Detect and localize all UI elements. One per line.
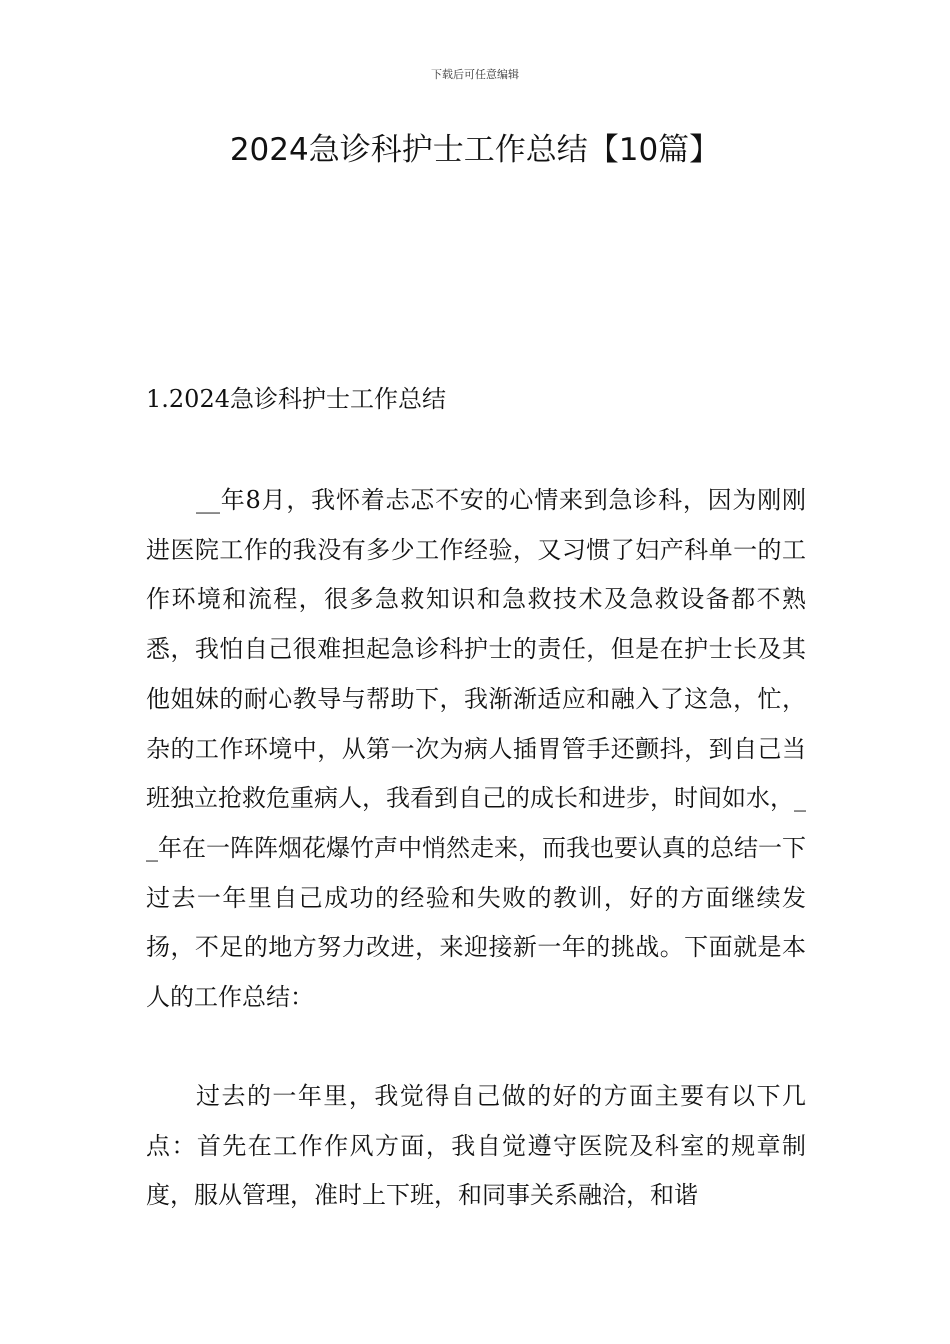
body-paragraph-2: 过去的一年里，我觉得自己做的好的方面主要有以下几点：首先在工作作风方面，我自觉遵守医院及科室的规章制度，服从管理，准时上下班，和同事关系融洽，和谐 [146,1082,806,1210]
page-header-note: 下载后可任意编辑 [431,68,519,81]
body-paragraph-1: __年8月，我怀着忐忑不安的心情来到急诊科，因为刚刚进医院工作的我没有多少工作经验，又习惯了妇产科单一的工作环境和流程，很多急救知识和急救技术及急救设备都不熟悉，我怕自己很难担起急诊科护士的责任，但是在护士长及其他姐妹的耐心教导与帮助下，我渐渐适应和融入了这急，忙，杂的工作环境中，从第一次为病人插胃管手还颤抖，到自己当班独立抢救危重病人，我看到自己的成长和进步，时间如水，__年在一阵阵烟花爆竹声中悄然走来，而我也要认真的总结一下过去一年里自己成功的经验和失败的教训，好的方面继续发扬，不足的地方努力改进，来迎接新一年的挑战。下面就是本人的工作总结： [146,486,806,1012]
document-title: 2024急诊科护士工作总结【10篇】 [229,132,721,168]
section-heading: 1.2024急诊科护士工作总结 [146,385,446,413]
